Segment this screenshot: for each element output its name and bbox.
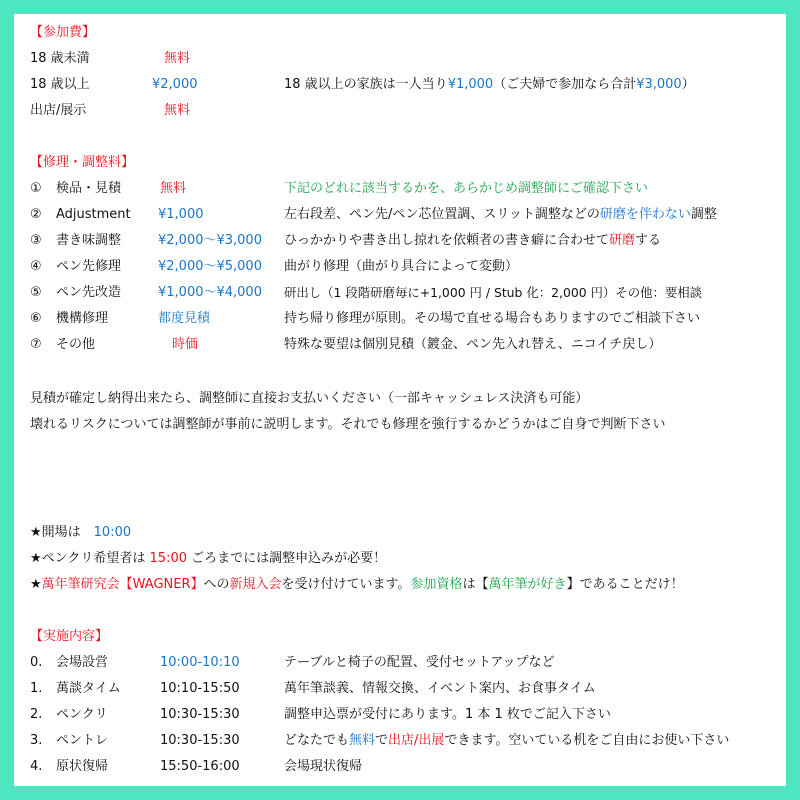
repair-label: その他 [56, 337, 96, 352]
schedule-time: 10:30-15:30 [160, 707, 240, 722]
notice-text: ★ペンクリ希望者は 15:00 ごろまでには調整申込みが必要！ [30, 551, 387, 566]
schedule-desc: テーブルと椅子の配置、受付セットアップなど [284, 655, 555, 670]
repair-price: 都度見積 [158, 311, 211, 326]
note-text: 見積が確定し納得出来たら、調整師に直接お支払いください（一部キャッシュレス決済も可能） [30, 391, 589, 406]
row-number: 4. [30, 759, 43, 774]
repair-price: ¥2,000～¥3,000 [158, 233, 262, 248]
row-number: 3. [30, 733, 43, 748]
row-number: 0. [30, 655, 43, 670]
fee-label: 18 歳以上 [30, 77, 90, 92]
repair-label: 機構修理 [56, 311, 109, 326]
note-text: 壊れるリスクについては調整師が事前に説明します。それでも修理を強行するかどうかはご自身で判断下さい [30, 417, 666, 432]
repair-desc: 下記のどれに該当するかを、あらかじめ調整師にご確認下さい [284, 181, 649, 196]
schedule-desc: 会場現状復帰 [284, 759, 363, 774]
schedule-label: 会場設営 [56, 655, 109, 670]
schedule-desc: どなたでも無料で出店/出展できます。空いている机をご自由にお使い下さい [284, 733, 730, 748]
row-number: ⑤ [30, 285, 42, 300]
schedule-label: ペンクリ [56, 707, 108, 722]
repair-price: 時価 [172, 337, 199, 352]
info-card [14, 14, 786, 786]
repair-label: 検品・見積 [56, 181, 122, 196]
notice-text: ★開場は 10:00 [30, 525, 132, 540]
repair-desc: 特殊な要望は個別見積（鍍金、ペン先入れ替え、ニコイチ戻し） [284, 337, 662, 352]
row-number: ④ [30, 259, 42, 274]
notice-text: ★萬年筆研究会【WAGNER】への新規入会を受け付けています。参加資格は【萬年筆が好き】であることだけ！ [30, 577, 684, 592]
repair-desc: 左右段差、ペン先/ペン芯位置調、スリット調整などの研磨を伴わない調整 [284, 207, 717, 222]
schedule-desc: 萬年筆談義、情報交換、イベント案内、お食事タイム [284, 681, 596, 696]
section-title: 【実施内容】 [30, 629, 109, 644]
schedule-time: 15:50-16:00 [160, 759, 240, 774]
fee-note: 18 歳以上の家族は一人当り¥1,000（ご夫婦で参加なら合計¥3,000） [284, 77, 695, 92]
repair-label: ペン先改造 [56, 285, 122, 300]
repair-label: Adjustment [56, 207, 131, 222]
repair-label: ペン先修理 [56, 259, 122, 274]
repair-price: 無料 [160, 181, 187, 196]
schedule-label: 原状復帰 [56, 759, 109, 774]
row-number: ① [30, 181, 42, 196]
repair-label: 書き味調整 [56, 233, 122, 248]
schedule-time: 10:10-15:50 [160, 681, 240, 696]
row-number: ② [30, 207, 42, 222]
schedule-time: 10:00-10:10 [160, 655, 240, 670]
schedule-time: 10:30-15:30 [160, 733, 240, 748]
repair-price: ¥1,000～¥4,000 [158, 285, 262, 300]
row-number: ⑦ [30, 337, 42, 352]
section-title: 【参加費】 [30, 25, 96, 40]
row-number: 1. [30, 681, 43, 696]
schedule-label: 萬談タイム [56, 681, 121, 696]
fee-value: 無料 [164, 51, 191, 66]
repair-desc: 持ち帰り修理が原則。その場で直せる場合もありますのでご相談下さい [284, 311, 701, 326]
fee-label: 出店/展示 [30, 103, 87, 118]
repair-desc: 研出し（1 段階研磨毎に+1,000 円 / Stub 化：2,000 円）その他：要相談 [284, 285, 703, 300]
row-number: 2. [30, 707, 43, 722]
repair-price: ¥1,000 [158, 207, 204, 222]
schedule-desc: 調整申込票が受付にあります。1 本 1 枚でご記入下さい [284, 707, 611, 722]
fee-label: 18 歳未満 [30, 51, 90, 66]
repair-price: ¥2,000～¥5,000 [158, 259, 262, 274]
row-number: ③ [30, 233, 42, 248]
repair-desc: ひっかかりや書き出し掠れを依頼者の書き癖に合わせて研磨する [284, 233, 662, 248]
fee-value: ¥2,000 [152, 77, 198, 92]
section-title: 【修理・調整料】 [30, 155, 135, 170]
row-number: ⑥ [30, 311, 42, 326]
schedule-label: ペントレ [56, 733, 109, 748]
repair-desc: 曲がり修理（曲がり具合によって変動） [284, 259, 519, 274]
fee-value: 無料 [164, 103, 191, 118]
